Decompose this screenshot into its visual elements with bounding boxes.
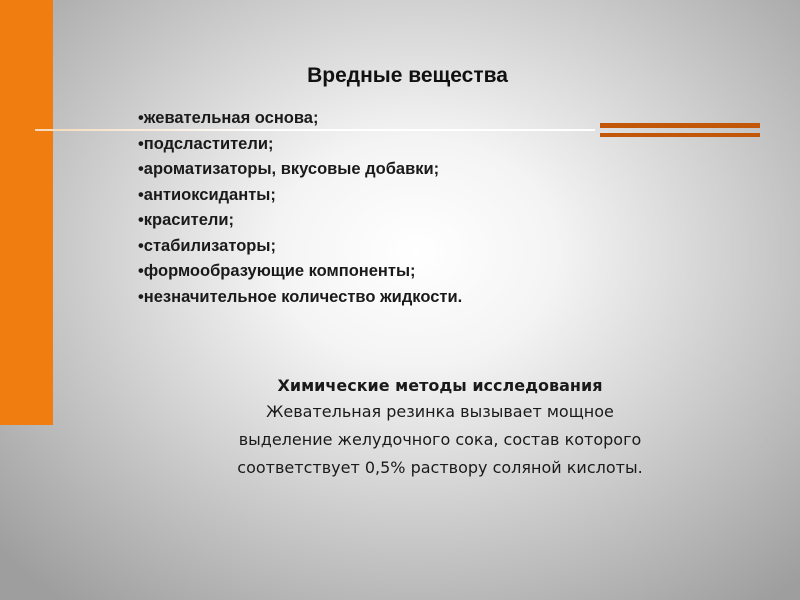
- list-item: • жевательная основа;: [138, 106, 462, 132]
- slide-title: Вредные вещества: [307, 64, 508, 87]
- list-item: • антиоксиданты;: [138, 183, 462, 209]
- methods-section: [160, 374, 720, 482]
- list-item: • формообразующие компоненты;: [138, 259, 462, 285]
- list-item: • ароматизаторы, вкусовые добавки;: [138, 157, 462, 183]
- harmful-substances-list: [138, 106, 462, 310]
- list-item: • красители;: [138, 208, 462, 234]
- accent-rule-bottom: [600, 133, 760, 137]
- list-item: • стабилизаторы;: [138, 234, 462, 260]
- methods-text-line: соответствует 0,5% раствору соляной кислоты.: [237, 458, 643, 477]
- methods-heading: Химические методы исследования: [277, 376, 603, 395]
- list-item: • незначительное количество жидкости.: [138, 285, 462, 311]
- methods-text-line: Жевательная резинка вызывает мощное: [266, 402, 614, 421]
- list-item: • подсластители;: [138, 132, 462, 158]
- accent-rule-top: [600, 123, 760, 128]
- methods-text-line: выделение желудочного сока, состав которого: [238, 430, 642, 449]
